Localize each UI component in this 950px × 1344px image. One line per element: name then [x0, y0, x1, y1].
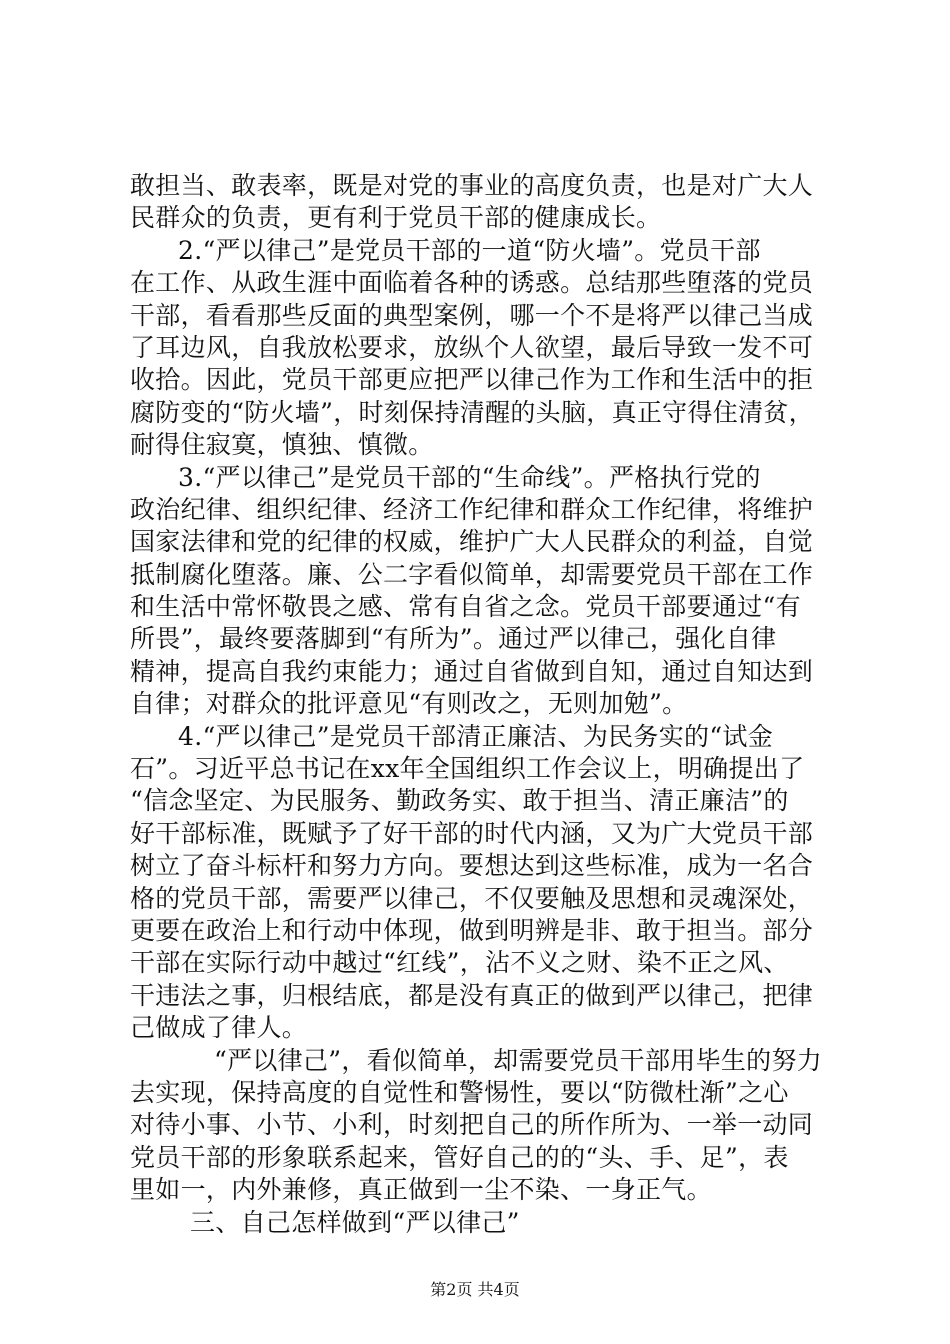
section-heading: 三、自己怎样做到“严以律己” — [190, 1207, 520, 1237]
text-line: 对待小事、小节、小利，时刻把自己的所作所为、一举一动同 — [130, 1110, 814, 1140]
text-line: 在工作、从政生涯中面临着各种的诱惑。总结那些堕落的党员 — [130, 268, 814, 298]
text-line: 干部，看看那些反面的典型案例，哪一个不是将严以律己当成 — [130, 300, 814, 330]
page-number-footer: 第2页 共4页 — [430, 1280, 520, 1299]
text-line: 树立了奋斗标杆和努力方向。要想达到这些标准，成为一名合 — [130, 851, 814, 881]
text-line: “信念坚定、为民服务、勤政务实、敢于担当、清正廉洁”的 — [130, 786, 789, 816]
text-line: 石”。习近平总书记在xx年全国组织工作会议上，明确提出了 — [130, 754, 805, 784]
text-line: 己做成了律人。 — [130, 1013, 308, 1043]
text-line: 了耳边风，自我放松要求，放纵个人欲望，最后导致一发不可 — [130, 332, 814, 362]
text-line: 所畏”，最终要落脚到“有所为”。通过严以律己，强化自律 — [130, 624, 777, 654]
text-line: 民群众的负责，更有利于党员干部的健康成长。 — [130, 203, 662, 233]
text-line: 自律；对群众的批评意见“有则改之，无则加勉”。 — [130, 689, 688, 719]
text-line: 精神，提高自我约束能力；通过自省做到自知，通过自知达到 — [130, 656, 814, 686]
text-line: 抵制腐化堕落。廉、公二字看似简单，却需要党员干部在工作 — [130, 559, 814, 589]
text-line: 党员干部的形象联系起来，管好自己的的“头、手、足”，表 — [130, 1142, 789, 1172]
text-line: 更要在政治上和行动中体现，做到明辨是非、敢于担当。部分 — [130, 915, 814, 945]
text-line: 干部在实际行动中越过“红线”，沾不义之财、染不正之风、 — [130, 948, 789, 978]
text-line: 干违法之事，归根结底，都是没有真正的做到严以律己，把律 — [130, 980, 814, 1010]
text-line: 政治纪律、组织纪律、经济工作纪律和群众工作纪律，将维护 — [130, 494, 814, 524]
text-line: “严以律己”，看似简单，却需要党员干部用毕生的努力 — [214, 1045, 823, 1075]
text-line: 和生活中常怀敬畏之感、常有自省之念。党员干部要通过“有 — [130, 592, 801, 622]
text-line: 收拾。因此，党员干部更应把严以律己作为工作和生活中的拒 — [130, 365, 814, 395]
text-line: 格的党员干部，需要严以律己，不仅要触及思想和灵魂深处， — [130, 883, 814, 913]
text-line: 2.“严以律己”是党员干部的一道“防火墙”。党员干部 — [178, 235, 761, 265]
text-line: 腐防变的“防火墙”，时刻保持清醒的头脑，真正守得住清贫， — [130, 397, 814, 427]
text-line: 敢担当、敢表率，既是对党的事业的高度负责，也是对广大人 — [130, 171, 814, 200]
text-line: 好干部标准，既赋予了好干部的时代内涵，又为广大党员干部 — [130, 818, 814, 848]
text-line: 去实现，保持高度的自觉性和警惕性，要以“防微杜渐”之心 — [130, 1077, 789, 1107]
document-body — [130, 170, 830, 1239]
text-line: 国家法律和党的纪律的权威，维护广大人民群众的利益，自觉 — [130, 527, 814, 557]
text-line: 3.“严以律己”是党员干部的“生命线”。严格执行党的 — [178, 462, 761, 492]
text-line: 耐得住寂寞，慎独、慎微。 — [130, 430, 434, 460]
text-line: 里如一，内外兼修，真正做到一尘不染、一身正气。 — [130, 1175, 712, 1205]
text-line: 4.“严以律己”是党员干部清正廉洁、为民务实的“试金 — [178, 721, 773, 751]
